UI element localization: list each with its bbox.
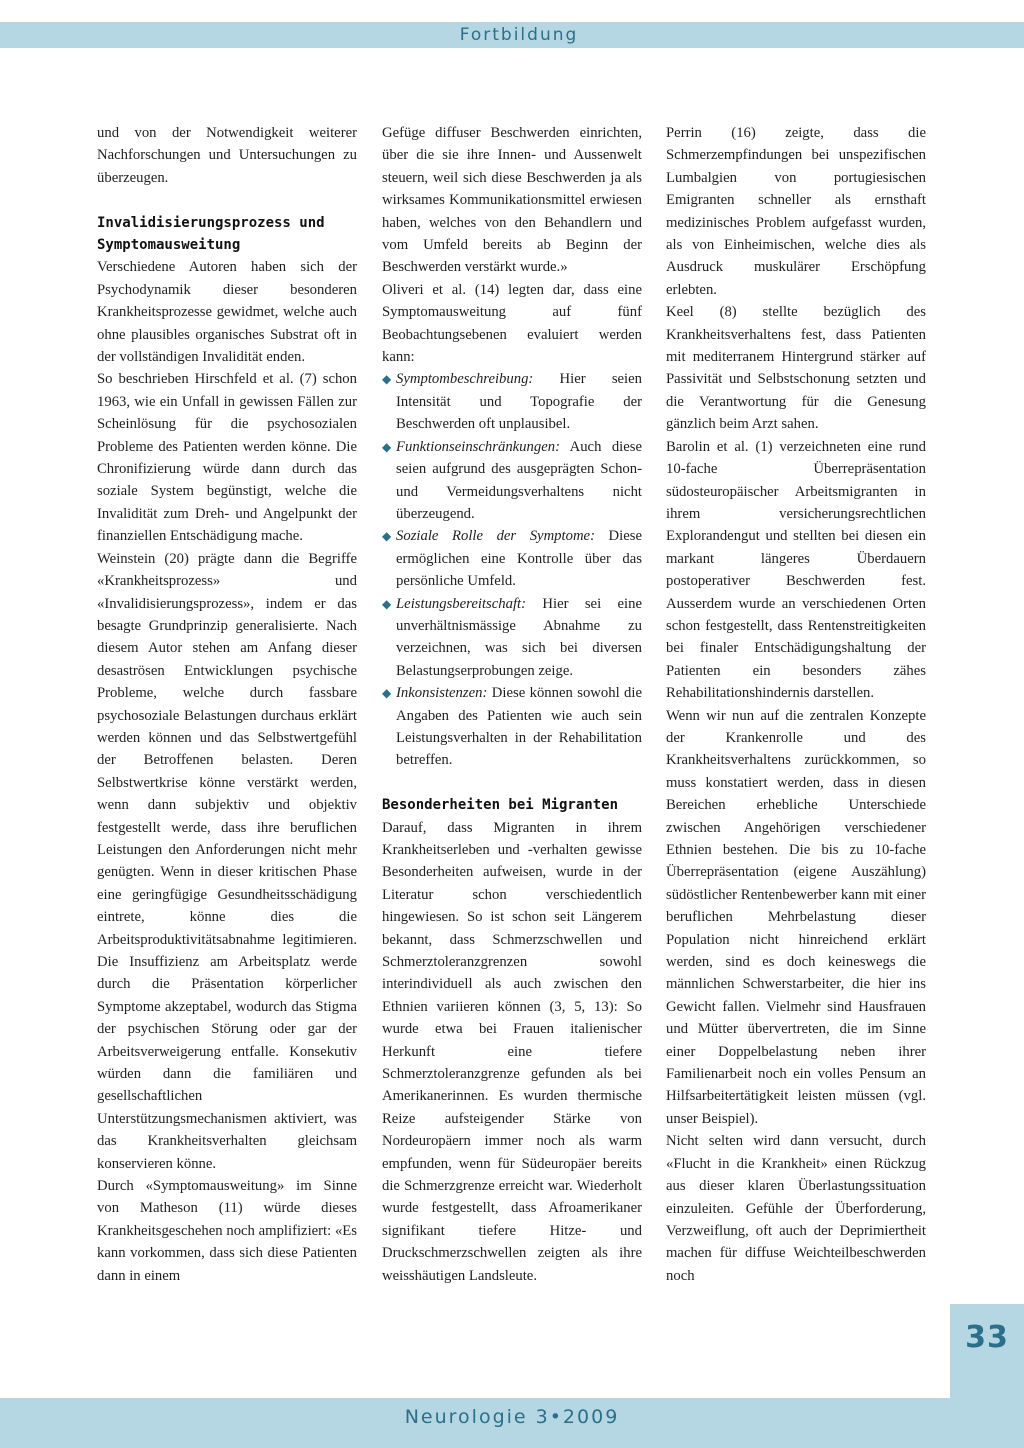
paragraph: Perrin (16) zeigte, dass die Schmerzempfindungen bei unspezifischen Lumbalgien von portugiesischen Emigranten schneller als ernsthaft medizinisches Problem aufgefasst wurden, als von Einheimischen, welche dies als Ausdruck muskulärer Erschöpfung erlebten. xyxy=(666,125,926,298)
list-item xyxy=(382,436,642,526)
list-item xyxy=(382,682,642,772)
bullet-list xyxy=(382,368,642,771)
diamond-bullet-icon: ◆ xyxy=(382,529,392,544)
column-middle xyxy=(382,122,642,1287)
diamond-bullet-icon: ◆ xyxy=(382,686,392,701)
list-text: Auch diese seien aufgrund des ausgeprägten Schon- und Vermeidungsverhaltens nicht überzeugend. xyxy=(396,438,642,522)
header-bar xyxy=(0,22,1024,48)
paragraph: und von der Notwendigkeit weiterer Nachforschungen und Untersuchungen zu überzeugen. xyxy=(97,125,357,186)
paragraph: Oliveri et al. (14) legten dar, dass eine Symptomausweitung auf fünf Beobachtungsebenen evaluiert werden kann: xyxy=(382,281,642,366)
column-right xyxy=(666,122,926,1287)
paragraph: Nicht selten wird dann versucht, durch «Flucht in die Krankheit» einen Rückzug aus dieser klaren Überlastungssituation einzuleiten. Gefühle der Überforderung, Verzweiflung, oft auch der Deprimiertheit machen für diffuse Weichteilbeschwerden noch xyxy=(666,1133,926,1284)
paragraph: So beschrieben Hirschfeld et al. (7) schon 1963, wie ein Unfall in gewissen Fällen zur Scheinlösung für die psychosozialen Probleme des Patienten werden könne. Die Chronifizierung würde dann durch das soziale System begünstigt, welche die Invalidität zum Dreh- und Angelpunkt der finanziellen Entschädigung mache. xyxy=(97,371,357,545)
page-number-box xyxy=(950,1304,1024,1398)
list-text: Hier seien Intensität und Topografie der Beschwerden oft unplausibel. xyxy=(396,371,643,433)
section-heading: Besonderheiten bei Migranten xyxy=(382,797,619,814)
list-term: Symptombeschreibung: xyxy=(396,371,534,388)
paragraph: Verschiedene Autoren haben sich der Psychodynamik dieser besonderen Krankheitsprozesse gewidmet, welche auch ohne plausibles organisches Substrat oft in der vollständigen Invalidität enden. xyxy=(97,259,357,366)
paragraph: Keel (8) stellte bezüglich des Krankheitsverhaltens fest, dass Patienten mit mediterranem Hintergrund stärker auf Passivität und Selbstschonung setzten und die Verantwortung für die Genesung gänzlich beim Arzt sahen. xyxy=(666,304,926,433)
list-term: Funktionseinschränkungen: xyxy=(396,438,560,455)
list-text: Diese können sowohl die Angaben des Patienten wie auch sein Leistungsverhalten in der Rehabilitation betreffen. xyxy=(396,685,642,769)
section-label: Fortbildung xyxy=(459,25,579,45)
paragraph: Darauf, dass Migranten in ihrem Krankheitserleben und -verhalten gewisse Besonderheiten aufweisen, wurde in der Literatur schon verschiedentlich hingewiesen. So ist schon seit Längerem bekannt, dass Schmerzschwellen und Schmerztoleranzgrenzen sowohl interindividuell als auch zwischen den Ethnien variieren können (3, 5, 13): So wurde etwa bei Frauen italienischer Herkunft eine tiefere Schmerztoleranzgrenze gefunden als bei Amerikanerinnen. Es wurden thermische Reize aufsteigender Stärke von Nordeuropäern immer noch als warm empfunden, wenn für Südeuropäer bereits die Schmerzgrenze erreicht war. Wiederholt wurde festgestellt, dass Afroamerikaner signifikant tiefere Hitze- und Druckschmerzschwellen zeigten als ihre weisshäutigen Landsleute. xyxy=(382,819,642,1284)
paragraph: Wenn wir nun auf die zentralen Konzepte der Krankenrolle und des Krankheitsverhaltens zurückkommen, so muss konstatiert werden, dass in diesen Bereichen erhebliche Unterschiede zwischen Angehörigen verschiedener Ethnien bestehen. Die bis zu 10-fache Überrepräsentation (eigene Auszählung) südöstlicher Rentenbewerber kann mit einer beruflichen Mehrbelastung dieser Population nicht hinreichend erklärt werden, sind es doch keineswegs die männlichen Schwerstarbeiter, die hier ins Gewicht fallen. Vielmehr sind Hausfrauen und Mütter übervertreten, die im Sinne einer Doppelbelastung neben ihrer Familienarbeit noch ein volles Pensum an Hilfsarbeitertätigkeit leisten müssen (vgl. unser Beispiel). xyxy=(666,707,926,1127)
list-term: Soziale Rolle der Symptome: xyxy=(396,528,595,545)
diamond-bullet-icon: ◆ xyxy=(382,372,392,387)
list-text: Hier sei eine unverhältnismässige Abnahme zu verzeichnen, was sich bei diversen Belastungserprobungen zeige. xyxy=(396,595,642,679)
list-item xyxy=(382,593,642,683)
list-term: Leistungsbereitschaft: xyxy=(396,595,526,612)
list-item xyxy=(382,525,642,592)
column-left xyxy=(97,122,357,1287)
list-term: Inkonsistenzen: xyxy=(396,685,488,702)
diamond-bullet-icon: ◆ xyxy=(382,596,392,611)
footer-bar xyxy=(0,1398,1024,1448)
list-text: Diese ermöglichen eine Kontrolle über das persönliche Umfeld. xyxy=(396,528,642,590)
section-heading: Invalidisierungsprozess und Symptomausweitung xyxy=(97,214,325,254)
paragraph: Gefüge diffuser Beschwerden einrichten, über die sie ihre Innen- und Aussenwelt steuern, weil sich diese Beschwerden ja als wirksames Kommunikationsmittel erwiesen haben, welches von den Behandlern und vom Umfeld bereits ab Beginn der Beschwerden verstärkt wurde.» xyxy=(382,125,642,276)
paragraph: Barolin et al. (1) verzeichneten eine rund 10-fache Überrepräsentation südosteuropäischer Arbeitsmigranten in ihrem versicherungsrechtlichen Explorandengut und stellten bei diesen ein markant längeres Überdauern postoperativer Beschwerden fest. Ausserdem wurde an verschiedenen Orten schon festgestellt, dass Rentenstreitigkeiten bei finaler Entschädigungshaltung der Patienten ein besonders zähes Rehabilitationshindernis darstellen. xyxy=(666,438,926,702)
paragraph: Durch «Symptomausweitung» im Sinne von Matheson (11) würde dieses Krankheitsgeschehen noch amplifiziert: «Es kann vorkommen, dass sich diese Patienten dann in einem xyxy=(97,1178,357,1284)
journal-label: Neurologie 3•2009 xyxy=(404,1406,620,1428)
diamond-bullet-icon: ◆ xyxy=(382,439,392,454)
page-number: 33 xyxy=(965,1320,1009,1355)
paragraph: Weinstein (20) prägte dann die Begriffe «Krankheitsprozess» und «Invalidisierungsprozess», indem er das besagte Grundprinzip generalisierte. Nach diesem Autor stehen am Anfang dieser desaströsen Entwicklungen psychische Probleme, welche durch fassbare psychosoziale Belastungen durchaus erklärt werden können und das Selbstwertgefühl der Betroffenen belasten. Deren Selbstwertkrise könne verstärkt werden, wenn dann subjektiv und objektiv festgestellt werde, dass ihre beruflichen Leistungen den Anforderungen nicht mehr genügten. Wenn in dieser kritischen Phase eine geringfügige Gesundheitsschädigung eintrete, könne dies die Arbeitsproduktivitätsabnahme legitimieren. Die Insuffizienz am Arbeitsplatz werde durch die Präsentation körperlicher Symptome akzeptabel, wodurch das Stigma der psychischen Störung oder gar der Arbeitsverweigerung entfalle. Konsekutiv würden dann die familiären und gesellschaftlichen Unterstützungsmechanismen aktiviert, was das Krankheitsverhalten gleichsam konservieren könne. xyxy=(97,550,357,1172)
list-item xyxy=(382,368,642,435)
